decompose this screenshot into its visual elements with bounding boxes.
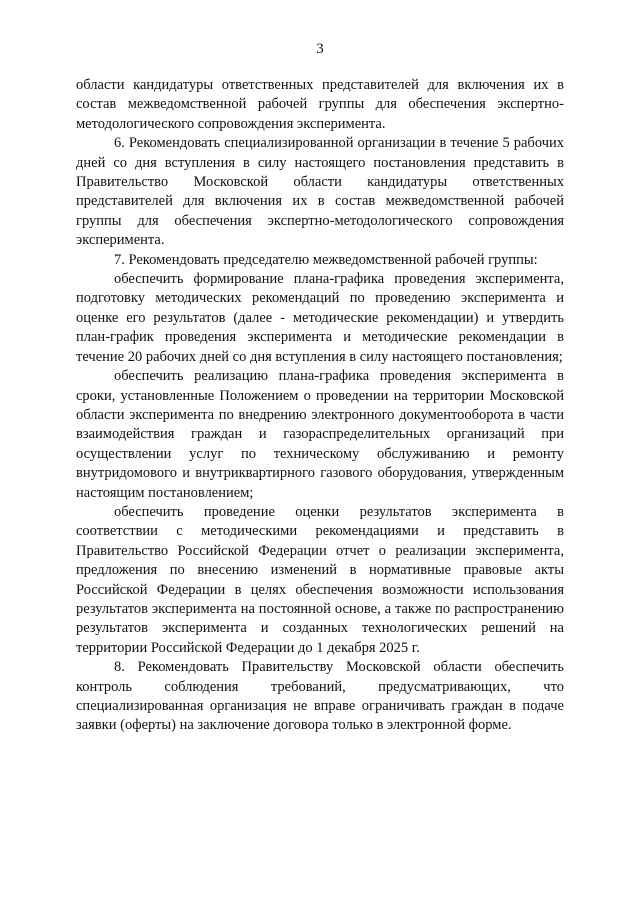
paragraph-item-7-sub-1: обеспечить формирование плана-графика проведения эксперимента, подготовку методических рекомендаций по проведению эксперимента и оценке его результатов (далее - методические рекомендации) и утвердить план-график проведения эксперимента и методические рекомендации в течение 20 рабочих дней со дня вступления в силу настоящего постановления;	[76, 271, 564, 365]
paragraph-item-8: 8. Рекомендовать Правительству Московской области обеспечить контроль соблюдения требований, предусматривающих, что специализированная организация не вправе ограничивать граждан в подаче заявки (оферты) на заключение договора только в электронной форме.	[76, 659, 564, 734]
paragraph-item-7-sub-3: обеспечить проведение оценки результатов эксперимента в соответствии с методическими рекомендациями и представить в Правительство Российской Федерации отчет о реализации эксперимента, предложения по внесению изменений в нормативные правовые акты Российской Федерации в целях обеспечения возможности использования результатов эксперимента на постоянной основе, а также по распространению результатов эксперимента и созданных технологических решений на территории Российской Федерации до 1 декабря 2025 г.	[76, 503, 564, 656]
paragraph-item-7-sub-2: обеспечить реализацию плана-графика проведения эксперимента в сроки, установленные Положением о проведении на территории Московской области эксперимента по внедрению электронного документооборота в части взаимодействия граждан и газораспределительных организаций при осуществлении услуг по техническому обслуживанию и ремонту внутридомового и внутриквартирного газового оборудования, утвержденным настоящим постановлением;	[76, 368, 564, 501]
paragraph-item-6: 6. Рекомендовать специализированной организации в течение 5 рабочих дней со дня вступления в силу настоящего постановления представить в Правительство Московской области кандидатуры ответственных представителей для включения их в состав межведомственной рабочей группы для обеспечения экспертно-методологического сопровождения эксперимента.	[76, 135, 564, 249]
page-number: 3	[316, 41, 324, 57]
paragraph-continuation: области кандидатуры ответственных представителей для включения их в состав межведомственной рабочей группы для обеспечения экспертно-методологического сопровождения эксперимента.	[76, 77, 564, 132]
paragraph-item-7: 7. Рекомендовать председателю межведомственной рабочей группы:	[114, 251, 538, 268]
document-body	[76, 76, 564, 736]
